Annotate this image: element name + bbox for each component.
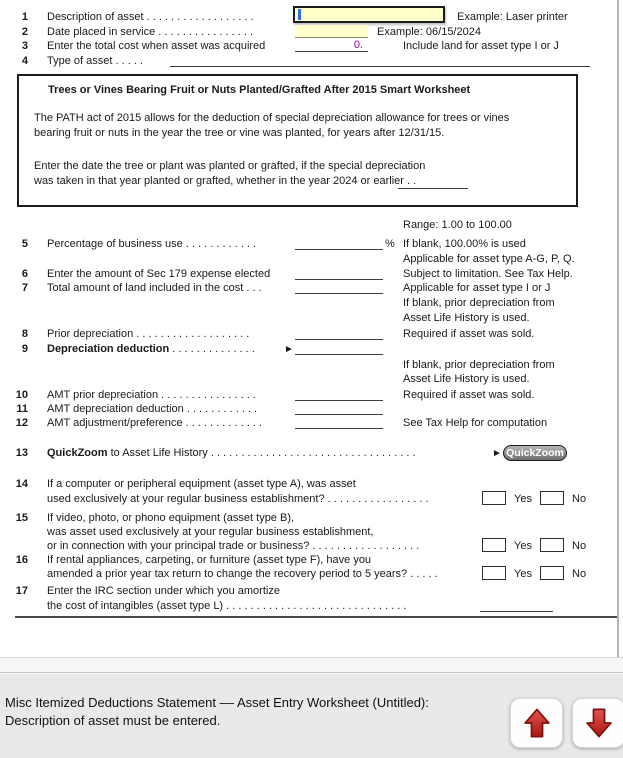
amt-prior-depreciation-field[interactable] bbox=[295, 388, 383, 401]
row-6-label: Enter the amount of Sec 179 expense elected bbox=[47, 268, 271, 280]
row-4-number: 4 bbox=[21, 55, 28, 67]
down-arrow-icon bbox=[582, 704, 616, 742]
row-5 bbox=[0, 237, 616, 252]
smart-worksheet-paragraph2-line2: was taken in that year planted or grafted, whether in the year 2024 or earlier . . bbox=[34, 175, 417, 187]
row-15-line2 bbox=[0, 525, 616, 540]
row-11 bbox=[0, 402, 616, 417]
row-17-label-line2: the cost of intangibles (asset type L) . . . . . . . . . . . . . . . . . . . . . . . . . . . . . . bbox=[47, 600, 407, 612]
row-2-label: Date placed in service . . . . . . . . . . . . . . . . bbox=[47, 26, 254, 38]
row-10-label: AMT prior depreciation . . . . . . . . . . . . . . . . bbox=[47, 389, 256, 401]
row-16-label-line2: amended a prior year tax return to change the recovery period to 5 years? . . . . . bbox=[47, 568, 438, 580]
row-13 bbox=[0, 446, 616, 461]
quickzoom-button[interactable]: QuickZoom bbox=[503, 445, 567, 461]
row-10-number: 10 bbox=[15, 389, 28, 401]
row-12-label: AMT adjustment/preference . . . . . . . . . . . . . bbox=[47, 417, 262, 429]
row-1-number: 1 bbox=[21, 11, 28, 23]
q16-yes-checkbox[interactable] bbox=[482, 566, 506, 580]
row-9 bbox=[0, 342, 616, 357]
side-note-range bbox=[0, 218, 616, 233]
next-error-button[interactable] bbox=[572, 698, 623, 748]
prior-depreciation-field[interactable] bbox=[295, 327, 383, 340]
row-15-line3 bbox=[0, 539, 616, 554]
quickzoom-arrow-icon: ► bbox=[492, 448, 502, 459]
row-11-label: AMT depreciation deduction . . . . . . . . . . . . bbox=[47, 403, 258, 415]
row-3-label: Enter the total cost when asset was acquired bbox=[47, 40, 266, 52]
row-17-label-line1: Enter the IRC section under which you amortize bbox=[47, 585, 280, 597]
smart-worksheet-title: Trees or Vines Bearing Fruit or Nuts Planted/Grafted After 2015 Smart Worksheet bbox=[48, 84, 471, 96]
row-6-number: 6 bbox=[21, 268, 28, 280]
horizontal-scrollbar-track[interactable] bbox=[0, 657, 623, 673]
smart-worksheet-paragraph2-line1: Enter the date the tree or plant was planted or grafted, if the special depreciation bbox=[34, 160, 426, 172]
row-2 bbox=[0, 25, 616, 40]
row-1-note: Example: Laser printer bbox=[457, 11, 568, 23]
row-15-label-line1: If video, photo, or phono equipment (asset type B), bbox=[47, 512, 295, 524]
percent-sign: % bbox=[385, 238, 395, 250]
row-5-note: If blank, 100.00% is used bbox=[403, 238, 526, 250]
row-7-label: Total amount of land included in the cost . . . bbox=[47, 282, 262, 294]
if-blank-prior-text-1: If blank, prior depreciation from bbox=[403, 297, 555, 309]
row-13-label-rest: to Asset Life History . . . . . . . . . . . . . . . . . . . . . . . . . . . . . . . . . . bbox=[107, 447, 416, 459]
smart-worksheet-paragraph1-line1: The PATH act of 2015 allows for the deduction of special depreciation allowance for trees or vines bbox=[34, 112, 510, 124]
row-1-label: Description of asset . . . . . . . . . . . . . . . . . . bbox=[47, 11, 254, 23]
row-11-number: 11 bbox=[16, 403, 28, 415]
side-note-asset-life-1 bbox=[0, 311, 616, 326]
total-cost-value: 0. bbox=[353, 39, 363, 51]
q16-no-checkbox[interactable] bbox=[540, 566, 564, 580]
row-16-line1 bbox=[0, 553, 616, 568]
row-3-number: 3 bbox=[21, 40, 28, 52]
row-6-note: Subject to limitation. See Tax Help. bbox=[403, 268, 573, 280]
row-7 bbox=[0, 281, 616, 296]
row-14-label-line2: used exclusively at your regular business establishment? . . . . . . . . . . . . . . . . . bbox=[47, 493, 429, 505]
row-12 bbox=[0, 416, 616, 431]
row-2-number: 2 bbox=[21, 26, 28, 38]
status-bar bbox=[0, 674, 623, 758]
row-4 bbox=[0, 54, 616, 69]
row-14-label-line1: If a computer or peripheral equipment (asset type A), was asset bbox=[47, 478, 356, 490]
description-input[interactable] bbox=[293, 6, 445, 23]
row-13-number: 13 bbox=[15, 447, 28, 459]
q16-yes-label: Yes bbox=[514, 568, 532, 580]
row-10 bbox=[0, 388, 616, 403]
right-edge-divider bbox=[617, 0, 619, 657]
q15-no-label: No bbox=[572, 540, 587, 552]
row-9-dots: . . . . . . . . . . . . . . bbox=[169, 343, 255, 355]
row-15-line1 bbox=[0, 511, 616, 526]
row-14-line1 bbox=[0, 477, 616, 492]
amt-depreciation-deduction-field[interactable] bbox=[295, 402, 383, 415]
planted-date-field[interactable] bbox=[398, 176, 468, 189]
depreciation-deduction-field[interactable] bbox=[295, 342, 383, 355]
irc-section-field[interactable] bbox=[480, 599, 553, 612]
land-amount-field[interactable] bbox=[295, 281, 383, 294]
q15-no-checkbox[interactable] bbox=[540, 538, 564, 552]
row-15-label-line2: was asset used exclusively at your regular business establishment, bbox=[47, 526, 374, 538]
q14-no-label: No bbox=[572, 493, 587, 505]
text-cursor-icon bbox=[298, 9, 301, 20]
row-16-number: 16 bbox=[15, 554, 28, 566]
row-15-label-line3: or in connection with your principal trade or business? . . . . . . . . . . . . . . . . . . bbox=[47, 540, 420, 552]
q16-no-label: No bbox=[572, 568, 587, 580]
if-blank-prior-text-2: If blank, prior depreciation from bbox=[403, 359, 555, 371]
q15-yes-checkbox[interactable] bbox=[482, 538, 506, 552]
row-14-line2 bbox=[0, 492, 616, 507]
row-13-label bbox=[47, 446, 416, 461]
row-12-number: 12 bbox=[15, 417, 28, 429]
depreciation-arrow-icon: ► bbox=[284, 344, 294, 355]
asset-life-used-text-2: Asset Life History is used. bbox=[403, 373, 530, 385]
row-2-note: Example: 06/15/2024 bbox=[377, 26, 481, 38]
side-note-if-blank-1 bbox=[0, 296, 616, 311]
sec179-expense-field[interactable] bbox=[295, 267, 383, 280]
total-cost-field[interactable] bbox=[295, 39, 368, 52]
row-4-label: Type of asset . . . . . bbox=[47, 55, 143, 67]
row-8 bbox=[0, 327, 616, 342]
row-17-line2 bbox=[0, 599, 616, 614]
row-17-number: 17 bbox=[15, 585, 28, 597]
row-17-line1 bbox=[0, 584, 616, 599]
asset-type-field[interactable] bbox=[170, 54, 590, 67]
row-3-note: Include land for asset type I or J bbox=[403, 40, 559, 52]
row-3 bbox=[0, 39, 616, 54]
previous-error-button[interactable] bbox=[510, 698, 563, 748]
row-12-note: See Tax Help for computation bbox=[403, 417, 548, 429]
row-7-number: 7 bbox=[21, 282, 28, 294]
status-message-title: Misc Itemized Deductions Statement –– Asset Entry Worksheet (Untitled): bbox=[5, 695, 429, 710]
side-note-asset-life-2 bbox=[0, 372, 616, 387]
row-5-label: Percentage of business use . . . . . . . . . . . . bbox=[47, 238, 257, 250]
side-note-if-blank-2 bbox=[0, 358, 616, 373]
row-1 bbox=[0, 10, 616, 25]
row-7-note: Applicable for asset type I or J bbox=[403, 282, 551, 294]
smart-worksheet-paragraph1-line2: bearing fruit or nuts in the year the tree or vine was planted, for years after 12/31/15. bbox=[34, 127, 445, 139]
row-5-number: 5 bbox=[21, 238, 28, 250]
q14-yes-label: Yes bbox=[514, 493, 532, 505]
q15-yes-label: Yes bbox=[514, 540, 532, 552]
row-9-label bbox=[47, 342, 255, 357]
range-note-text: Range: 1.00 to 100.00 bbox=[403, 219, 512, 231]
q14-yes-checkbox[interactable] bbox=[482, 491, 506, 505]
row-10-note: Required if asset was sold. bbox=[403, 389, 535, 401]
row-14-number: 14 bbox=[15, 478, 28, 490]
row-8-number: 8 bbox=[21, 328, 28, 340]
row-8-label: Prior depreciation . . . . . . . . . . . . . . . . . . . bbox=[47, 328, 250, 340]
row-8-note: Required if asset was sold. bbox=[403, 328, 535, 340]
asset-life-used-text-1: Asset Life History is used. bbox=[403, 312, 530, 324]
row-9-label-bold: Depreciation deduction bbox=[47, 343, 170, 355]
row-6 bbox=[0, 267, 616, 282]
row-16-line2 bbox=[0, 567, 616, 582]
row-16-label-line1: If rental appliances, carpeting, or furniture (asset type F), have you bbox=[47, 554, 372, 566]
row-15-number: 15 bbox=[15, 512, 28, 524]
row-13-label-bold: QuickZoom bbox=[47, 447, 108, 459]
business-use-percent-field[interactable] bbox=[295, 237, 383, 250]
row-9-number: 9 bbox=[21, 343, 28, 355]
status-message-detail: Description of asset must be entered. bbox=[5, 713, 221, 728]
date-placed-in-service-field[interactable] bbox=[295, 25, 368, 38]
up-arrow-icon bbox=[520, 704, 554, 742]
applicable-ag-text: Applicable for asset type A-G, P, Q. bbox=[403, 253, 575, 265]
amt-adjustment-field[interactable] bbox=[295, 416, 383, 429]
form-bottom-rule bbox=[15, 616, 618, 618]
q14-no-checkbox[interactable] bbox=[540, 491, 564, 505]
side-note-applicable-ag bbox=[0, 252, 616, 267]
